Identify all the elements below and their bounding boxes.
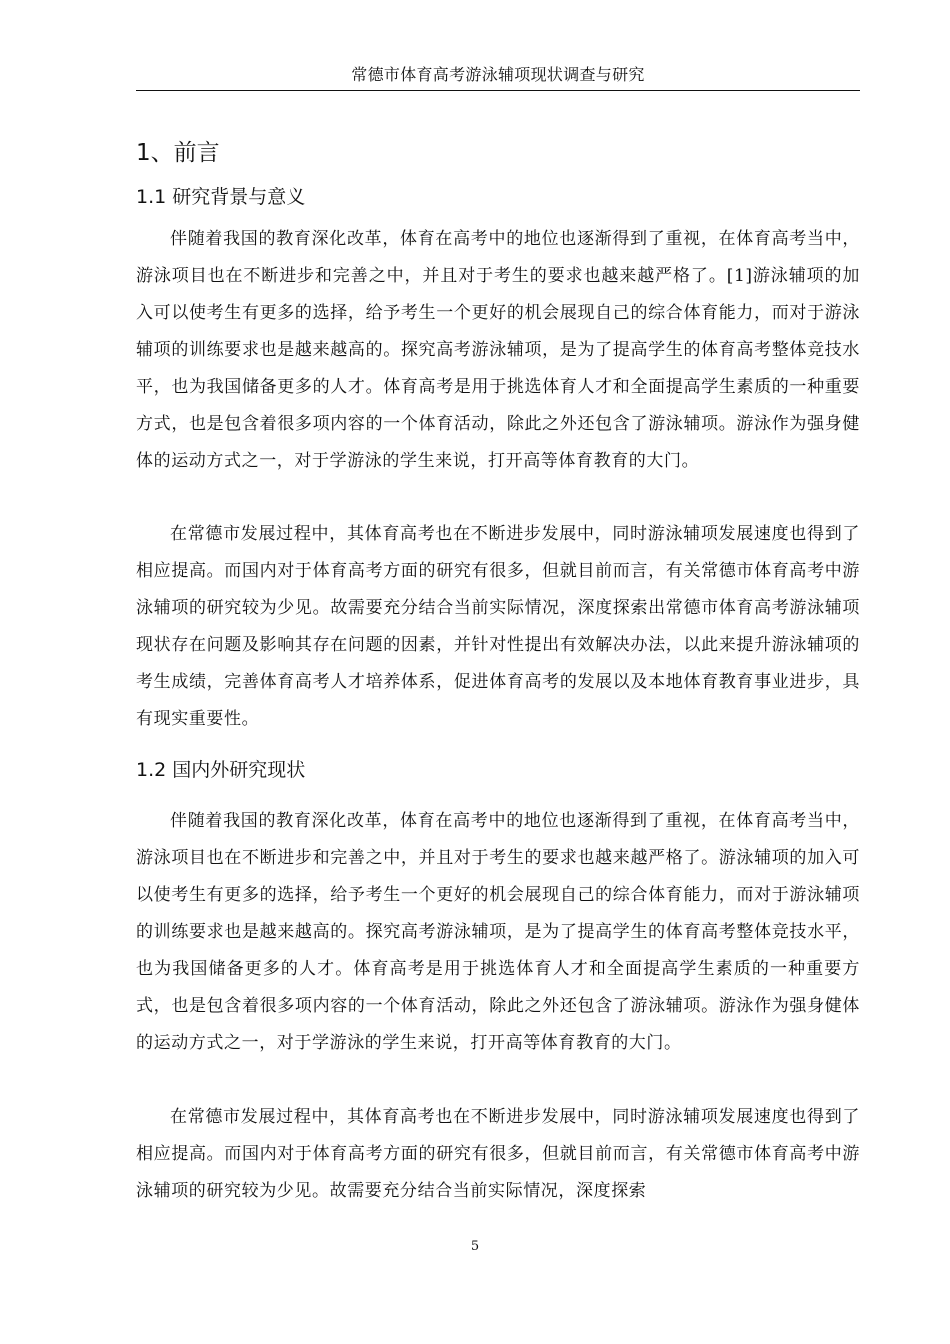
- chapter-heading: 1、前言: [136, 140, 220, 166]
- page-number: 5: [470, 1239, 480, 1254]
- paragraph-1-1-a: 伴随着我国的教育深化改革，体育在高考中的地位也逐渐得到了重视，在体育高考当中，游泳项目也在不断进步和完善之中，并且对于考生的要求也越来越严格了。[1]游泳辅项的加入可以使考生有更多的选择，给予考生一个更好的机会展现自己的综合体育能力，而对于游泳辅项的训练要求也是越来越高的。探究高考游泳辅项，是为了提高学生的体育高考整体竞技水平，也为我国储备更多的人才。体育高考是用于挑选体育人才和全面提高学生素质的一种重要方式，也是包含着很多项内容的一个体育活动，除此之外还包含了游泳辅项。游泳作为强身健体的运动方式之一，对于学游泳的学生来说，打开高等体育教育的大门。: [136, 229, 860, 471]
- header-rule: [136, 90, 860, 91]
- paragraph-1-2-b: 在常德市发展过程中，其体育高考也在不断进步发展中，同时游泳辅项发展速度也得到了相应提高。而国内对于体育高考方面的研究有很多，但就目前而言，有关常德市体育高考中游泳辅项的研究较为少见。故需要充分结合当前实际情况，深度探索: [136, 1107, 860, 1201]
- running-header: 常德市体育高考游泳辅项现状调查与研究: [351, 65, 645, 84]
- paragraph-1-2-a: 伴随着我国的教育深化改革，体育在高考中的地位也逐渐得到了重视，在体育高考当中，游泳项目也在不断进步和完善之中，并且对于考生的要求也越来越严格了。游泳辅项的加入可以使考生有更多的选择，给予考生一个更好的机会展现自己的综合体育能力，而对于游泳辅项的训练要求也是越来越高的。探究高考游泳辅项，是为了提高学生的体育高考整体竞技水平，也为我国储备更多的人才。体育高考是用于挑选体育人才和全面提高学生素质的一种重要方式，也是包含着很多项内容的一个体育活动，除此之外还包含了游泳辅项。游泳作为强身健体的运动方式之一，对于学游泳的学生来说，打开高等体育教育的大门。: [136, 811, 860, 1053]
- paragraph-1-1-b: 在常德市发展过程中，其体育高考也在不断进步发展中，同时游泳辅项发展速度也得到了相应提高。而国内对于体育高考方面的研究有很多，但就目前而言，有关常德市体育高考中游泳辅项的研究较为少见。故需要充分结合当前实际情况，深度探索出常德市体育高考游泳辅项现状存在问题及影响其存在问题的因素，并针对性提出有效解决办法，以此来提升游泳辅项的考生成绩，完善体育高考人才培养体系，促进体育高考的发展以及本地体育教育事业进步，具有现实重要性。: [136, 524, 860, 729]
- section-heading-1-1: 1.1 研究背景与意义: [136, 186, 306, 208]
- section-heading-1-2: 1.2 国内外研究现状: [136, 759, 306, 781]
